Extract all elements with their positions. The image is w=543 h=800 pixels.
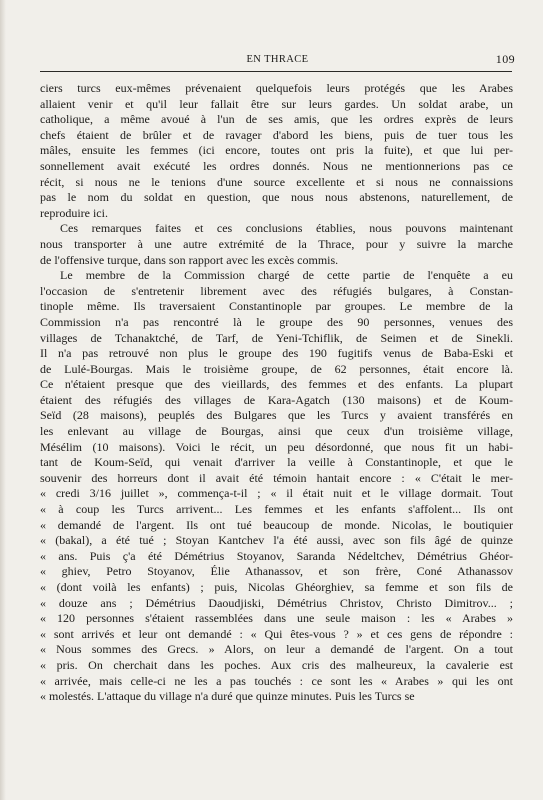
page-edge-shadow — [0, 0, 6, 800]
page-number: 109 — [495, 52, 515, 66]
text-line: nous transporter à une autre extrémité de la Thrace, pour y suivre la marche — [40, 236, 513, 251]
text-line: mâles, ensuite les femmes (ici encore, toutes ont pris la fuite), et que lui per- — [40, 143, 513, 158]
text-line: l'occasion de s'entretenir librement avec des réfugiés bulgares, à Constan- — [40, 283, 513, 298]
text-line: Mésélim (10 maisons). Voici le récit, un peu désordonné, que nous fit un habi- — [40, 439, 513, 454]
text-line: de Lulé-Bourgas. Mais le troisième groupe, de 62 personnes, était encore là. — [40, 361, 513, 376]
text-line: Ces remarques faites et ces conclusions établies, nous pouvons maintenant — [60, 221, 513, 236]
header-rule — [40, 71, 512, 72]
text-line: « douze ans ; Démétrius Daoudjiski, Démétrius Christov, Christo Dimitrov... ; — [40, 595, 513, 610]
text-line: « ans. Puis ç'a été Démétrius Stoyanov, Saranda Nédeltchev, Démétrius Ghéor- — [40, 548, 513, 563]
paragraph — [40, 268, 513, 705]
running-head — [40, 52, 515, 68]
text-line: « credi 3/16 juillet », commença-t-il ; « il était nuit et le village dormait. Tout — [40, 486, 513, 501]
text-line: sonnellement avait exécuté les ordres donnés. Nous ne mentionnerions pas ce — [40, 158, 513, 173]
text-line: « 120 personnes s'étaient rassemblées dans une seule maison : les « Arabes » — [40, 611, 513, 626]
text-line: allaient venir et qu'il leur fallait être sur leurs gardes. Un soldat arabe, un — [40, 96, 513, 111]
text-line: « Nous sommes des Grecs. » Alors, on leur a demandé de l'argent. On a tout — [40, 642, 513, 657]
text-line: « sont arrivés et leur ont demandé : « Qui êtes-vous ? » et ces gens de répondre : — [40, 626, 513, 641]
text-line: « demandé de l'argent. Ils ont tué beaucoup de monde. Nicolas, le boutiquier — [40, 517, 513, 532]
text-line: Ce n'étaient presque que des vieillards, des femmes et des enfants. La plupart — [40, 377, 513, 392]
text-line: récit, si nous ne le tenions d'une source excellente et si nous ne connaissions — [40, 174, 513, 189]
text-line: « pris. On cherchait dans les poches. Aux cris des malheureux, la cavalerie est — [40, 657, 513, 672]
text-line: ciers turcs eux-mêmes prévenaient quelquefois leurs protégés que les Arabes — [40, 81, 513, 95]
paragraph — [40, 221, 513, 268]
text-line: Commission n'a pas rencontré là le groupe des 90 personnes, venues des — [40, 314, 513, 329]
text-line: « (bakal), a été tué ; Stoyan Kantchev l'a été aussi, avec son fils âgé de quinze — [40, 533, 513, 548]
text-line: villages de Tchanaktché, de Tarf, de Yeni-Tchiflik, de Seimen et de Sinekli. — [40, 330, 513, 345]
text-line: tinople même. Ils traversaient Constantinople par groupes. Le membre de la — [40, 299, 513, 314]
text-line: tant de Koum-Seïd, qui venait d'arriver la veille à Constantinople, et que le — [40, 455, 513, 470]
text-line: étaient des réfugiés des villages de Kara-Agatch (130 maisons) et de Koum- — [40, 392, 513, 407]
text-line: « (dont voilà les enfants) ; puis, Nicolas Ghéorghiev, sa femme et son fils de — [40, 580, 513, 594]
text-line: Seïd (28 maisons), peuplés des Bulgares que les Turcs y avaient transférés en — [40, 408, 513, 423]
text-line: « à coup les Turcs arrivent... Les femmes et les enfants s'affolent... Ils ont — [40, 502, 513, 517]
running-title: EN THRACE — [246, 54, 309, 65]
text-line: Il n'a pas retrouvé non plus le groupe des 190 fugitifs venus de Baba-Eski et — [40, 346, 513, 361]
text-line: catholique, a même avoué à l'un de ses amis, que les ordres exprès de leurs — [40, 112, 513, 127]
text-line: chefs étaient de brûler et de ravager d'abord les biens, puis de tuer tous les — [40, 127, 513, 142]
text-line: « arrivée, mais celle-ci ne les a pas touchés : ce sont les « Arabes » qui les ont — [40, 673, 513, 688]
text-line: de l'offensive turque, dans son rapport avec les excès commis. — [40, 252, 339, 267]
text-line: Le membre de la Commission chargé de cette partie de l'enquête a eu — [60, 268, 513, 283]
text-line: « molestés. L'attaque du village n'a duré que quinze minutes. Puis les Turcs se — [40, 689, 415, 704]
text-line: les enlevant au village de Bourgas, ainsi que ceux d'un troisième village, — [40, 424, 513, 439]
text-line: reproduire ici. — [40, 205, 108, 220]
text-line: souvenir des horreurs dont il avait été témoin hantait encore : « C'était le mer- — [40, 470, 513, 485]
text-line: « ghiev, Petro Stoyanov, Élie Athanassov, et son frère, Coné Athanassov — [40, 564, 513, 579]
body-text — [40, 81, 513, 705]
paragraph — [40, 81, 513, 221]
text-line: pas le nom du soldat en question, que nous nous abstenons, naturellement, de — [40, 190, 513, 205]
